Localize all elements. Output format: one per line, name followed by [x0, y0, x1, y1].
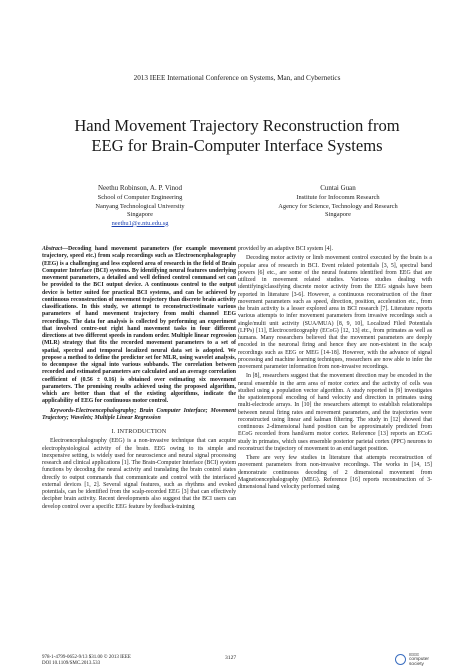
author-name: Cuntai Guan — [320, 184, 356, 192]
title-line-1: Hand Movement Trajectory Reconstruction from — [74, 116, 400, 135]
conference-header: 2013 IEEE International Conference on Systems, Man, and Cybernetics — [133, 74, 341, 82]
abstract-text: —Decoding hand movement parameters (for example movement trajectory, speed etc.) from scalp recordings such as Electroencephalography (EEG) is a challenging and less explored area of research in the field of Brain Computer Interface (BCI) systems. By identifying neural features underlying movement parameters, a detailed and well defined control command set can be provided to the BCI output device. A continuous control to the output device is better suited for practical BCI systems, and can be achieved by continuous reconstruction of movement trajectory than discrete brain activity classifications. In this study, we attempt to reconstruct/estimate various parameters of hand movement trajectory from multi channel EEG recordings. The data for analysis is collected by performing an experiment that involved centre-out right hand movement tasks in four different directions at two different speeds in random order. Multiple linear regression (MLR) strategy that fits the recorded movement parameters to a set of spatial, spectral and temporal localized neural data set is adopted. We propose a method to define the predictor set for MLR, using wavelet analysis, to decompose the signal into various subbands. The correlation between recorded and estimated parameters are calculated and an average correlation coefficient of (0.56 ± 0.16) is obtained over estimating six movement parameters. The promising results achieved using the proposed algorithm, which are better than that of the existing algorithms, indicate the applicability of EEG for continuous motor control. — [42, 246, 236, 405]
doi-line: DOI 10.1109/SMC.2013.533 — [42, 661, 101, 666]
page-number: 3127 — [225, 655, 237, 661]
affiliation-line: Singapore — [127, 211, 153, 219]
abstract — [42, 246, 236, 406]
keywords: Keywords-Electroencephalography; Brain Computer Interface; Movement Trajectory; Wavelets; Multiple Linear Regression — [42, 407, 236, 421]
abstract-label: Abstract — [42, 246, 63, 252]
body-paragraph: Electroencephalography (EEG) is a non-invasive technique that can acquire electrophysiological activity of the brain. EEG owing to its simple and inexpensive setting, is widely used for neuroscience and neural signal processing research and clinical applications [1]. The Brain-Computer Interface (BCI) system functions by decoding the neural activity and translating the brain control states directly to output commands that communicate and control with the interfaced external devices [1, 2]. Several signal features, such as rhythms and evoked potentials, can be identified from the scalp-recorded EEG [3] that can effectively decipher brain activity. Recent developments also suggest that the BCI users can develop control over a specific EEG feature by feedback-training — [42, 438, 236, 510]
affiliation-line: Nanyang Technological University — [95, 202, 185, 210]
affiliation-line: School of Computer Engineering — [97, 194, 183, 202]
author-email-link[interactable]: neethu1@e.ntu.edu.sg — [111, 219, 169, 227]
body-paragraph: There are very few studies in literature that attempts reconstruction of movement parameters from non-invasive recordings. The works in [14, 15] demonstrate continuous decoding of 2 dimensional movement from Magnetoencephalography (MEG). Reference [16] reports reconstruction of 3- dimensional hand velocity performed using — [238, 455, 432, 490]
section-heading-introduction: I. INTRODUCTION — [111, 428, 167, 435]
left-column — [42, 246, 236, 513]
body-paragraph: In [8], researchers suggest that the movement direction may be encoded in the neural ensemble in the arm area of motor cortex and the activity of cells was studied using a population vector algorithm. A study reported in [9] investigates the spatiotemporal encoding of hand velocity and direction in primates using multi-electrode arrays. In [10] the researchers attempt to establish relationships between neural firing rates and movement parameters, and the trajectories were reconstructed using linear and kalman filtering. The study in [12] showed that continuous 2-dimensional hand position can be approximately predicted from ECoG recorded from hand/arm motor cortex. Reference [13] reports an ECoG study in primates, which uses ensemble posterior parietal cortex (PPC) neurons to reconstruct the trajectory of movement to an end target position. — [238, 373, 432, 452]
paper-title — [40, 116, 434, 156]
computer-society-logo — [395, 652, 440, 666]
author-block-1 — [40, 184, 240, 228]
logo-society-text: computer society — [409, 657, 429, 667]
logo-mark-icon — [395, 654, 406, 665]
body-paragraph: Decoding motor activity or limb movement control executed by the brain is a popular area of research in BCI. Event related potentials [3, 5], spectral band powers [6] etc., are some of the neural features identified from EEG that are utilized in movement related studies. Various studies dealing with identifying/classifying discrete motor activity from the EEG signals have been reported in literature [3-6]. However, a continuous reconstruction of the finer movement parameters such as speed, direction, position, acceleration etc., from the brain activity is a lesser explored area in BCI research [7]. Literature reports various attempts to infer movement parameters from invasive recordings such a single/multi unit activity (SUA/MUA) [8, 9, 10], Localized Filed Potentials (LFPs) [11], Electrocorticography (ECoG) [12, 13] etc., from primates as well as humans. Many researchers believed that the movement parameters are deeply encoded in the neuronal firing and hence they are non-existent in the scalp recordings such as EEG or MEG [14-18]. However, with the advance of signal processing and machine learning techniques, researchers are now able to infer the movement parameter information from non-invasive recordings. — [238, 255, 432, 370]
title-line-2: EEG for Brain-Computer Interface Systems — [91, 136, 383, 155]
affiliation-line: Institute for Infocomm Research — [296, 194, 380, 202]
affiliation-line: Agency for Science, Technology and Research — [278, 202, 398, 210]
affiliation-line: Singapore — [325, 211, 351, 219]
author-block-2 — [238, 184, 438, 220]
footer-copyright — [42, 655, 222, 667]
logo-ieee-text: IEEE — [409, 652, 420, 657]
body-paragraph: provided by an adaptive BCI system [4]. — [238, 246, 333, 252]
right-column — [238, 246, 432, 493]
isbn-line: 978-1-4799-0652-9/13 $31.00 © 2013 IEEE — [42, 655, 131, 660]
author-name: Neethu Robinson, A. P. Vinod — [97, 184, 183, 192]
